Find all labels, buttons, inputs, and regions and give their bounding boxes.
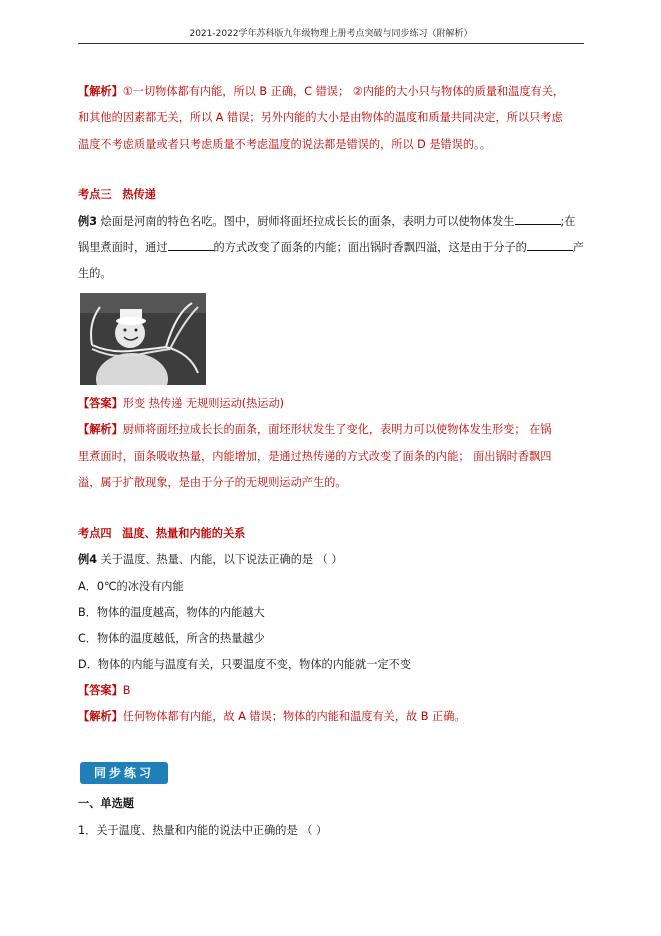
analysis-line-2: 和其他的因素都无关，所以 A 错误；另外内能的大小是由物体的温度和质量共同决定，所以只考虑 xyxy=(78,111,563,124)
example-4-stem xyxy=(78,552,590,568)
example-label: 例4 xyxy=(78,553,97,566)
chef-illustration xyxy=(80,293,206,385)
chef-noodle-photo xyxy=(80,293,206,385)
example-label: 例3 xyxy=(78,215,97,228)
analysis-3-line-1 xyxy=(78,422,590,438)
answer-text: B xyxy=(122,684,131,697)
question-1: 1．关于温度、热量和内能的说法中正确的是 （ ） xyxy=(78,824,328,837)
example-3-line-1 xyxy=(78,214,590,230)
analysis-3-line-2: 里煮面时，面条吸收热量，内能增加，是通过热传递的方式改变了面条的内能； 面出锅时香飘四 xyxy=(78,450,552,463)
example-text: 产 xyxy=(572,241,584,254)
analysis-tag: 【解析】 xyxy=(78,85,123,98)
answer-tag: 【答案】 xyxy=(78,397,123,410)
example-text: 关于温度、热量、内能，以下说法正确的是 （ ） xyxy=(100,553,343,566)
analysis-line-1 xyxy=(78,84,590,100)
option-b: B．物体的温度越高，物体的内能越大 xyxy=(78,606,265,619)
answer-tag: 【答案】 xyxy=(78,684,123,697)
page-header: 2021-2022学年苏科版九年级物理上册考点突破与同步练习（附解析） xyxy=(78,26,584,44)
analysis-3-line-3: 溢，属于扩散现象，是由于分子的无规则运动产生的。 xyxy=(78,476,347,489)
kaodian-4-heading xyxy=(78,526,590,542)
analysis-tag: 【解析】 xyxy=(78,710,123,723)
answer-blank xyxy=(515,214,561,225)
analysis-text: 厨师将面坯拉成长长的面条，面坯形状发生了变化，表明力可以使物体发生形变； 在锅 xyxy=(122,423,552,436)
analysis-tag: 【解析】 xyxy=(78,423,123,436)
answer-text: 形变 热传递 无规则运动(热运动) xyxy=(122,397,285,410)
section-pill-sync-practice: 同步练习 xyxy=(80,762,168,784)
kaodian-title: 热传递 xyxy=(122,188,156,201)
option-d: D．物体的内能与温度有关，只要温度不变，物体的内能就一定不变 xyxy=(78,658,412,671)
example-3-line-2 xyxy=(78,240,590,256)
answer-4 xyxy=(78,683,590,699)
answer-blank xyxy=(168,240,214,251)
option-a: A．0℃的冰没有内能 xyxy=(78,580,184,593)
answer-3 xyxy=(78,396,590,412)
example-text: 锅里煮面时，通过 xyxy=(78,241,168,254)
analysis-text: 任何物体都有内能，故 A 错误；物体的内能和温度有关，故 B 正确。 xyxy=(122,710,466,723)
analysis-line-3: 温度不考虑质量或者只考虑质量不考虑温度的说法都是错误的，所以 D 是错误的。。 xyxy=(78,138,491,151)
example-text: 的方式改变了面条的内能；面出锅时香飘四溢，这是由于分子的 xyxy=(213,241,527,254)
example-text: ;在 xyxy=(560,215,576,228)
kaodian-label: 考点四 xyxy=(78,527,112,540)
option-c: C．物体的温度越低，所含的热量越少 xyxy=(78,632,265,645)
kaodian-3-heading xyxy=(78,187,590,203)
example-text: 烩面是河南的特色名吃。图中，厨师将面坯拉成长长的面条，表明力可以使物体发生 xyxy=(100,215,515,228)
analysis-text: ①一切物体都有内能，所以 B 正确，C 错误； ②内能的大小只与物体的质量和温度有关， xyxy=(122,85,565,98)
kaodian-title: 温度、热量和内能的关系 xyxy=(122,527,246,540)
analysis-4 xyxy=(78,709,590,725)
section-subhead: 一、单选题 xyxy=(78,797,134,810)
answer-blank xyxy=(527,240,573,251)
kaodian-label: 考点三 xyxy=(78,188,112,201)
example-3-line-3: 生的。 xyxy=(78,267,112,280)
